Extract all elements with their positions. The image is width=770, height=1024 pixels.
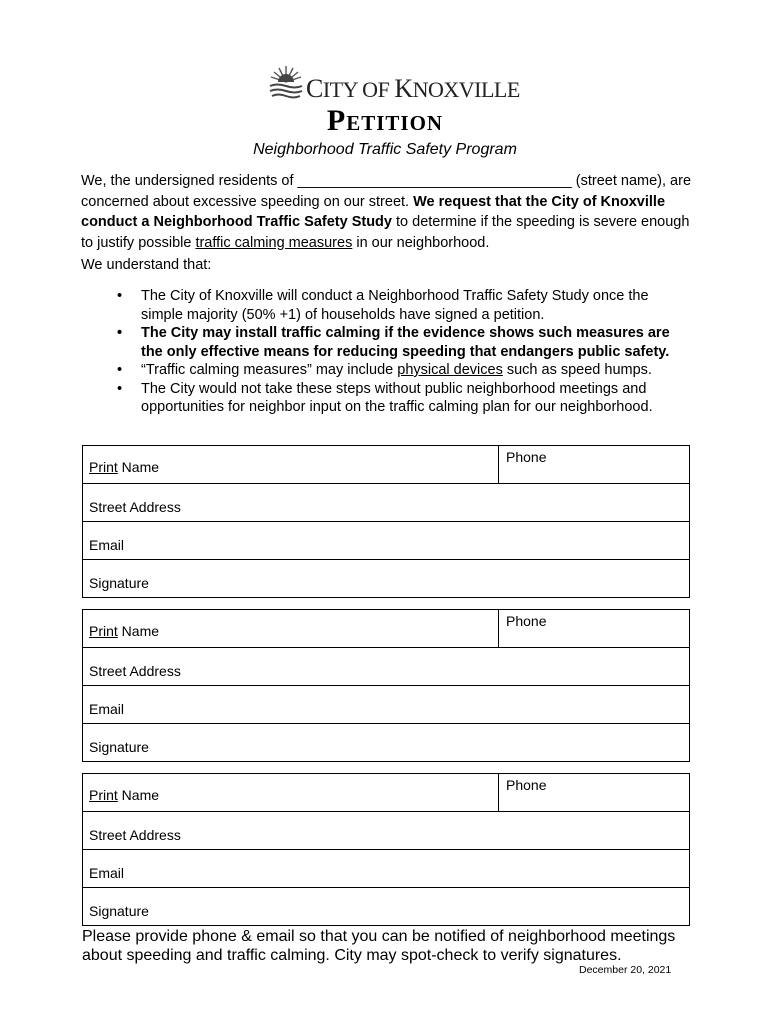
street-address-field[interactable]: Street Address [83, 811, 689, 849]
list-item: • The City of Knoxville will conduct a Neighborhood Traffic Safety Study once the simple majority (50% +1) of households have signed a petition. [117, 288, 649, 323]
print-name-field[interactable]: Print Name Phone [83, 774, 689, 811]
list-item: • “Traffic calming measures” may include physical devices such as speed humps. [117, 362, 652, 378]
document-date: December 20, 2021 [579, 964, 672, 976]
understanding-list [117, 287, 687, 417]
email-field[interactable]: Email [83, 685, 689, 723]
page-subtitle: Neighborhood Traffic Safety Program [253, 141, 517, 158]
city-of-knoxville-sun-icon [268, 62, 304, 100]
logo-wordmark: CITY OF KNOXVILLE [306, 74, 520, 103]
email-field[interactable]: Email [83, 849, 689, 887]
street-address-field[interactable]: Street Address [83, 483, 689, 521]
email-field[interactable]: Email [83, 521, 689, 559]
footer-note: Please provide phone & email so that you can be notified of neighborhood meetings about speeding and traffic calming. City may spot-check to verify signatures. [82, 928, 676, 964]
signature-block-3 [82, 773, 690, 926]
signature-block-2 [82, 609, 690, 762]
signature-block-1 [82, 445, 690, 598]
phone-field[interactable]: Phone [498, 446, 499, 483]
print-name-field[interactable]: Print Name Phone [83, 610, 689, 647]
list-item: • The City would not take these steps without public neighborhood meetings and opportunities for neighbor input on the traffic calming plan for our neighborhood. [117, 380, 653, 415]
street-address-field[interactable]: Street Address [83, 647, 689, 685]
page-title: Petition [326, 104, 444, 137]
signature-field[interactable]: Signature [83, 887, 689, 925]
intro-paragraph: We, the undersigned residents of __________________________________ (street name), are concerned about excessive speeding on our street. We request that the City of Knoxville conduct a Neighborhood Traffic Safety Study to determine if the speeding is severe enough to justify possible traffic calming measures in our neighborhood. [81, 173, 692, 251]
print-name-field[interactable]: Print Name Phone [83, 446, 689, 483]
signature-field[interactable]: Signature [83, 559, 689, 597]
city-logo [268, 62, 520, 103]
phone-field[interactable]: Phone [498, 610, 499, 647]
list-item: • The City may install traffic calming if the evidence shows such measures are the only effective means for reducing speeding that endangers public safety. [117, 325, 670, 360]
phone-field[interactable]: Phone [498, 774, 499, 811]
understand-heading: We understand that: [81, 257, 212, 273]
signature-field[interactable]: Signature [83, 723, 689, 761]
